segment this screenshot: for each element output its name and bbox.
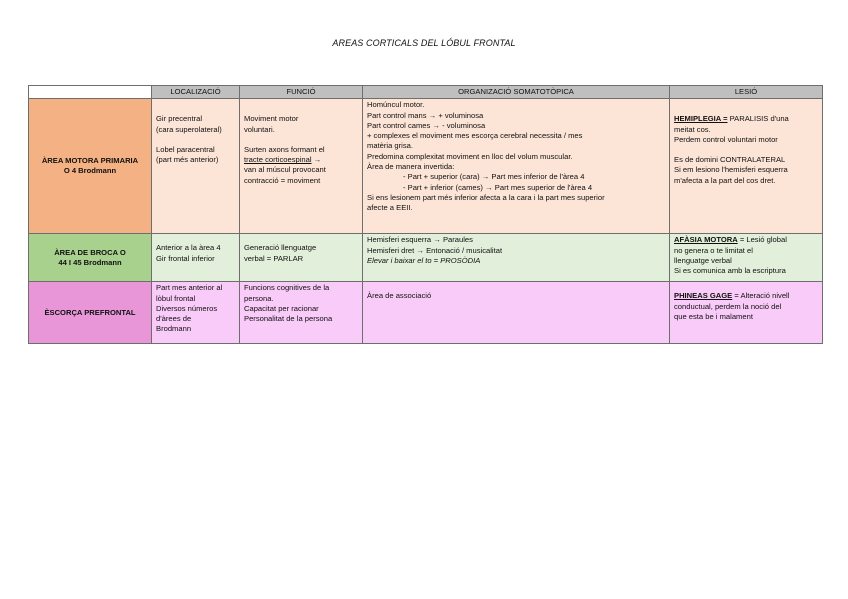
localitzacio-cell: Gir precentral (cara superolateral) Lobel paracentral (part més anterior): [152, 99, 240, 234]
lesio-cell: HEMIPLEGIA = PARALISIS d'una meitat cos. Perdem control voluntari motor Es de domini CONTRALATERAL Si em lesiono l'hemisferi esquerra m'afecta a la part del cos dret.: [670, 99, 823, 234]
table-row-escorca-prefrontal: [29, 282, 823, 344]
header-localitzacio: LOCALIZACIÓ: [152, 86, 240, 99]
table-row-area-motora: [29, 99, 823, 234]
page-title: AREAS CORTICALS DEL LÓBUL FRONTAL: [332, 38, 516, 48]
organitzacio-cell: Homúncul motor. Part control mans → + voluminosa Part control cames → - voluminosa + complexes el moviment mes escorça cerebral necessita / mes matèria grisa. Predomina complexitat moviment en lloc del volum muscular. Àrea de manera invertida: - Part + superior (cara) → Part mes inferior de l'àrea 4 - Part + inferior (cames) → Part mes superior de l'àrea 4 Si ens lesionem part més inferior afecta a la cara i la part mes superior afecte a EEII.: [363, 99, 670, 234]
table-row-area-broca: [29, 234, 823, 282]
area-name-cell: ÈSCORÇA PREFRONTAL: [29, 282, 152, 344]
funcio-cell: Funcions cognitives de la persona. Capacitat per racionar Personalitat de la persona: [240, 282, 363, 344]
lesio-term: HEMIPLEGIA =: [674, 114, 728, 124]
lesio-cell: PHINEAS GAGE = Alteració nivell conductual, perdem la noció del que esta be i malament: [670, 282, 823, 344]
frontal-lobe-table: [28, 85, 823, 344]
funcio-cell: Moviment motor voluntari. Surten axons formant el tracte corticoespinal → van al múscul provocant contracció = moviment: [240, 99, 363, 234]
localitzacio-cell: Anterior a la àrea 4 Gir frontal inferior: [152, 234, 240, 282]
organitzacio-cell: Hemisferi esquerra → Paraules Hemisferi dret → Entonació / musicalitat Elevar i baixar el to = PROSÒDIA: [363, 234, 670, 282]
funcio-cell: Generació llenguatge verbal = PARLAR: [240, 234, 363, 282]
header-organitzacio: ORGANIZACIÓ SOMATOTÒPICA: [363, 86, 670, 99]
lesio-term: PHINEAS GAGE: [674, 291, 733, 301]
localitzacio-cell: Part mes anterior al lòbul frontal Diversos números d'àrees de Brodmann: [152, 282, 240, 344]
area-name-cell: ÀREA MOTORA PRIMARIA O 4 Brodmann: [29, 99, 152, 234]
lesio-term: AFÀSIA MOTORA: [674, 235, 738, 245]
header-row: [29, 86, 823, 99]
lesio-cell: AFÀSIA MOTORA = Lesió global no genera o te limitat el llenguatge verbal Si es comunica amb la escriptura: [670, 234, 823, 282]
header-funcio: FUNCIÓ: [240, 86, 363, 99]
area-name-cell: ÀREA DE BROCA O 44 I 45 Brodmann: [29, 234, 152, 282]
organitzacio-cell: Àrea de associació: [363, 282, 670, 344]
header-blank-cell: [29, 86, 152, 99]
header-lesio: LESIÓ: [670, 86, 823, 99]
